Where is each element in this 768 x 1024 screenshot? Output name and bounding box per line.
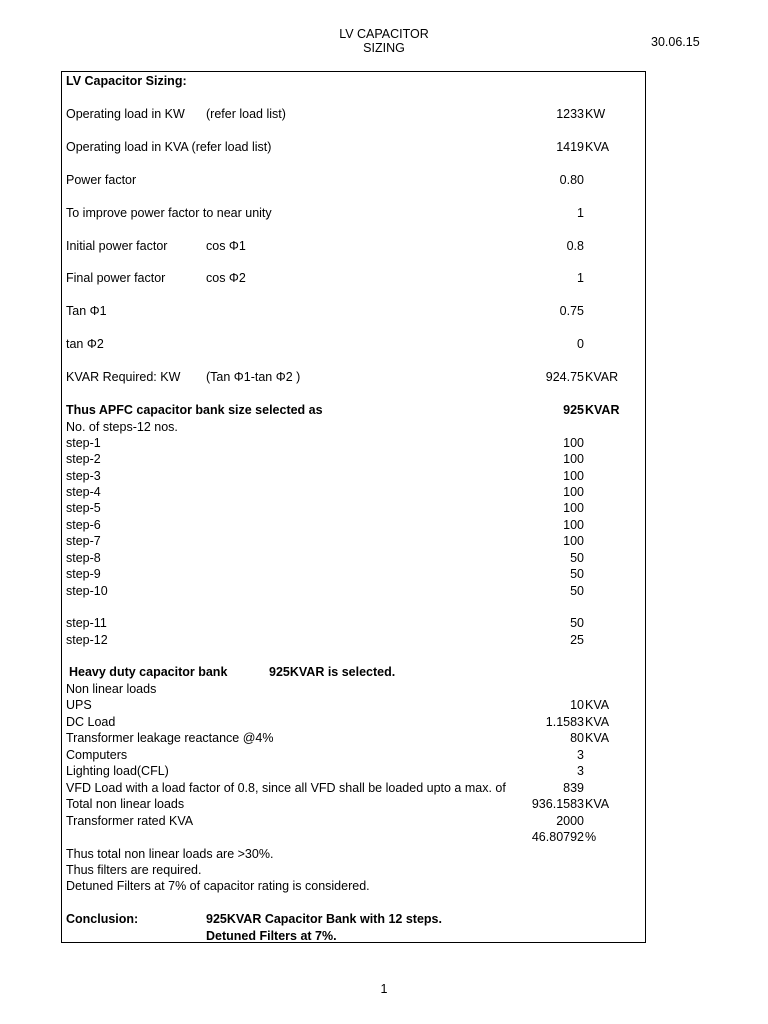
step-row: step-12 25	[66, 633, 584, 647]
step-row: step-6 100	[66, 518, 584, 532]
param-row: tan Φ2 0	[66, 337, 584, 351]
param-row: Tan Φ1 0.75	[66, 304, 584, 318]
param-row: To improve power factor to near unity 1	[66, 206, 584, 220]
nonlinear-row: Transformer leakage reactance @4% 80 KVA	[66, 731, 610, 745]
note-line: Thus filters are required.	[66, 863, 202, 877]
step-row: step-11 50	[66, 616, 584, 630]
nonlinear-title: Non linear loads	[66, 682, 157, 696]
nonlinear-row: Total non linear loads 936.1583 KVA	[66, 797, 610, 811]
title-line-2: SIZING	[363, 41, 405, 55]
note-line: Detuned Filters at 7% of capacitor rating is considered.	[66, 879, 370, 893]
heavy-duty-row: Heavy duty capacitor bank 925KVAR is selected.	[69, 665, 396, 679]
note-line: Thus total non linear loads are >30%.	[66, 847, 274, 861]
nonlinear-row: UPS 10 KVA	[66, 698, 610, 712]
step-row: step-10 50	[66, 584, 584, 598]
nonlinear-row: Lighting load(CFL) 3	[66, 764, 584, 778]
document-date: 30.06.15	[651, 35, 700, 49]
section-title: LV Capacitor Sizing:	[66, 74, 187, 88]
document-title	[284, 27, 484, 55]
apfc-selection-row: Thus APFC capacitor bank size selected as 925 KVAR	[66, 403, 620, 417]
step-row: step-4 100	[66, 485, 584, 499]
percentage-row: 46.80792 %	[531, 830, 597, 844]
nonlinear-row: DC Load 1.1583 KVA	[66, 715, 610, 729]
param-row: Final power factor cos Φ2 1	[66, 271, 584, 285]
nonlinear-row: Transformer rated KVA 2000	[66, 814, 584, 828]
conclusion-row: Detuned Filters at 7%.	[206, 929, 337, 943]
param-row: Initial power factor cos Φ1 0.8	[66, 239, 584, 253]
param-row: Operating load in KW (refer load list) 1233 KW	[66, 107, 606, 121]
step-row: step-3 100	[66, 469, 584, 483]
title-line-1: LV CAPACITOR	[339, 27, 429, 41]
conclusion-row: Conclusion: 925KVAR Capacitor Bank with 12 steps.	[66, 912, 442, 926]
step-row: step-1 100	[66, 436, 584, 450]
param-row: Operating load in KVA (refer load list) 1419 KVA	[66, 140, 610, 154]
step-row: step-5 100	[66, 501, 584, 515]
step-row: step-9 50	[66, 567, 584, 581]
nonlinear-row: VFD Load with a load factor of 0.8, since all VFD shall be loaded upto a max. of 839	[66, 781, 584, 795]
step-row: step-8 50	[66, 551, 584, 565]
nonlinear-row: Computers 3	[66, 748, 584, 762]
step-row: step-7 100	[66, 534, 584, 548]
param-row: KVAR Required: KW (Tan Φ1-tan Φ2 ) 924.75 KVAR	[66, 370, 619, 384]
step-row: step-2 100	[66, 452, 584, 466]
steps-note: No. of steps-12 nos.	[66, 420, 178, 434]
page-number: 1	[380, 982, 388, 996]
param-row: Power factor 0.80	[66, 173, 584, 187]
